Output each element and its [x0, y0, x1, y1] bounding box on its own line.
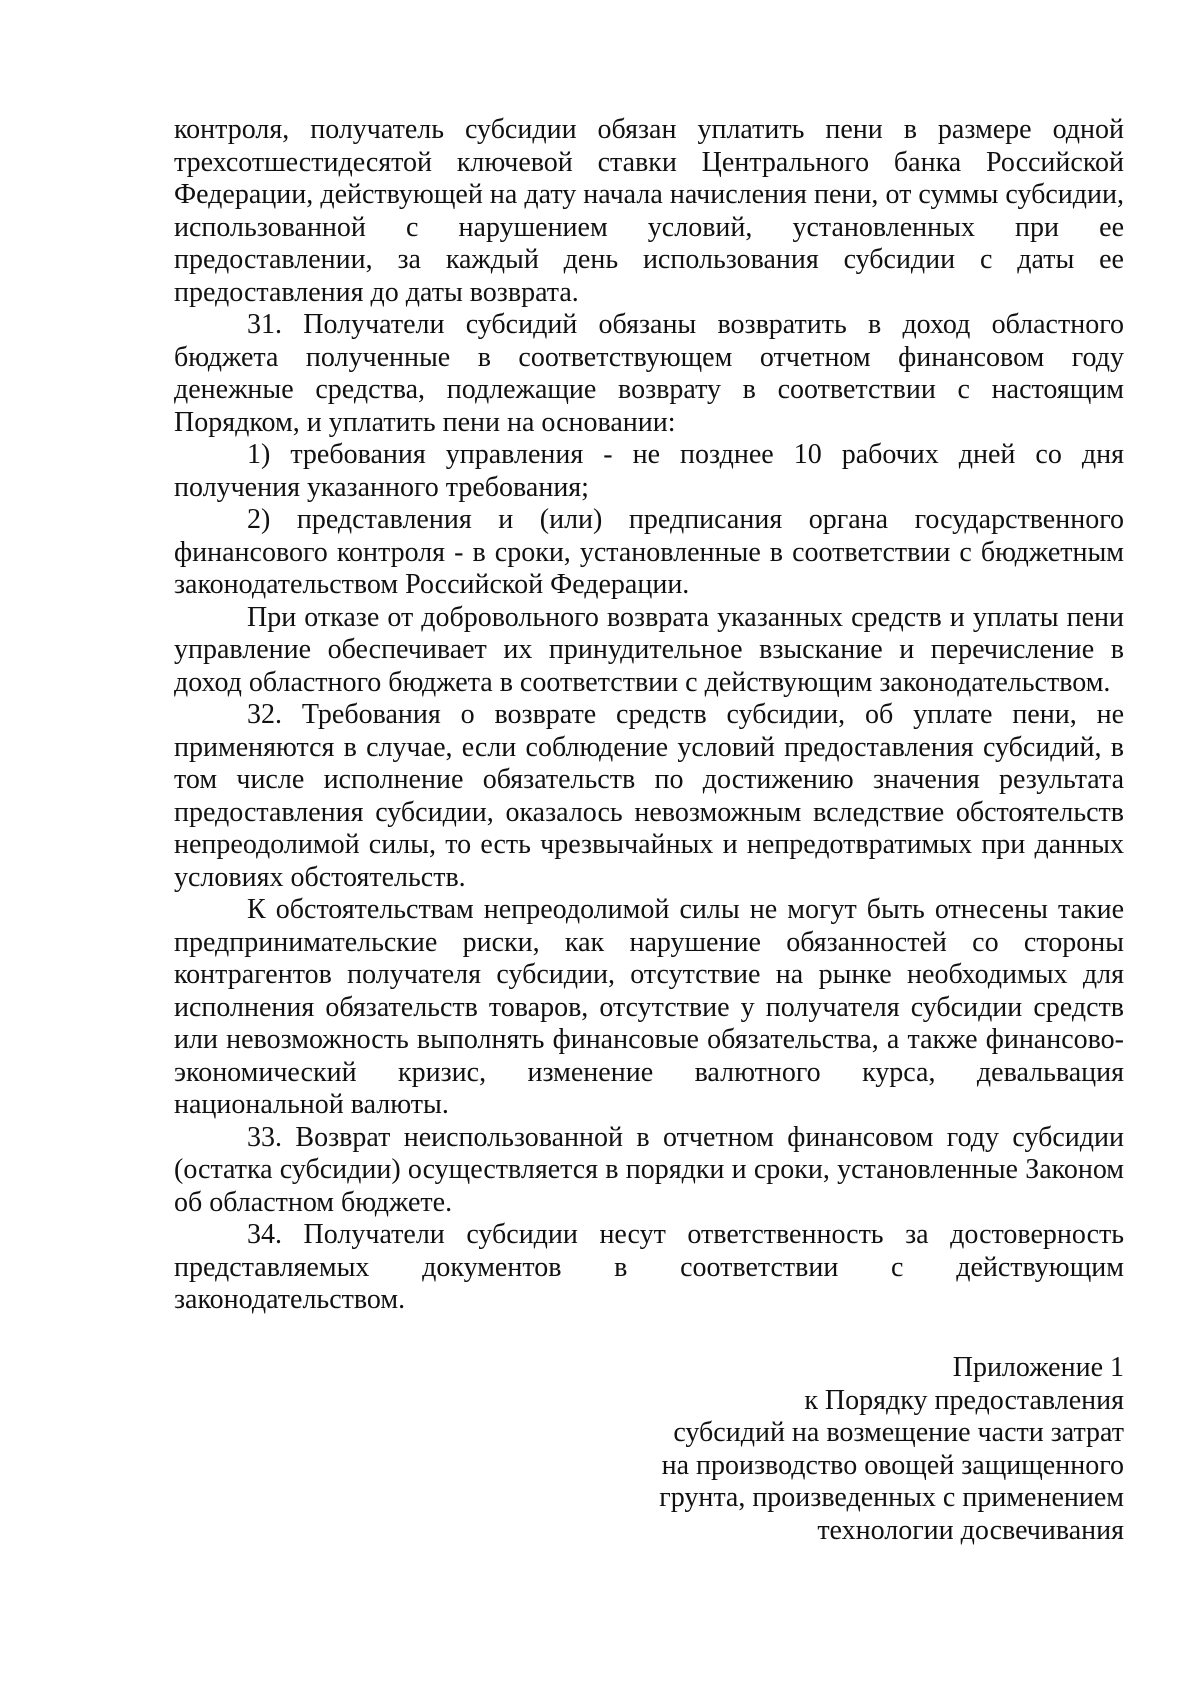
appendix-line: на производство овощей защищенного	[661, 1449, 1124, 1481]
paragraph-clause-31: 31. Получатели субсидий обязаны возвратить в доход областного бюджета полученные в соответствующем отчетном финансовом году денежные средства, подлежащие возврату в соответствии с настоящим Порядком, и уплатить пени на основании:	[174, 309, 1124, 438]
paragraph-forced-recovery: При отказе от добровольного возврата указанных средств и уплаты пени управление обеспечивает их принудительное взыскание и перечисление в доход областного бюджета в соответствии с действующим законодательством.	[174, 601, 1124, 698]
appendix-line: субсидий на возмещение части затрат	[673, 1417, 1124, 1448]
paragraph-clause-33: 33. Возврат неиспользованной в отчетном финансовом году субсидии (остатка субсидии) осуществляется в порядки и сроки, установленные Законом об областном бюджете.	[174, 1121, 1124, 1218]
appendix-line: к Порядку предоставления	[804, 1384, 1124, 1416]
appendix-title: Приложение 1	[952, 1352, 1124, 1383]
paragraph-force-majeure-exclusions: К обстоятельствам непреодолимой силы не могут быть отнесены такие предпринимательские риски, как нарушение обязанностей со стороны контрагентов получателя субсидии, отсутствие на рынке необходимых для исполнения обязательств товаров, отсутствие у получателя субсидии средств или невозможность выполнять финансовые обязательства, а также финансово-экономический кризис, изменение валютного курса, девальвация национальной валюты.	[174, 894, 1124, 1120]
appendix-heading	[604, 1352, 1124, 1547]
appendix-line: грунта, произведенных с применением	[659, 1482, 1124, 1513]
paragraph-clause-32: 32. Требования о возврате средств субсидии, об уплате пени, не применяются в случае, если соблюдение условий предоставления субсидий, в том числе исполнение обязательств по достижению значения результата предоставления субсидии, оказалось невозможным вследствие обстоятельств непреодолимой силы, то есть чрезвычайных и непредотвратимых при данных условиях обстоятельств.	[174, 699, 1124, 893]
document-body	[174, 114, 1124, 1317]
appendix-line: технологии досвечивания	[817, 1514, 1124, 1546]
paragraph-penalty-continuation: контроля, получатель субсидии обязан уплатить пени в размере одной трехсотшестидесятой ключевой ставки Центрального банка Российской Федерации, действующей на дату начала начисления пени, от суммы субсидии, использованной с нарушением условий, установленных при ее предоставлении, за каждый день использования субсидии с даты ее предоставления до даты возврата.	[174, 114, 1124, 308]
paragraph-clause-31-item-1: 1) требования управления - не позднее 10 рабочих дней со дня получения указанного требования;	[174, 439, 1124, 503]
paragraph-clause-34: 34. Получатели субсидии несут ответственность за достоверность представляемых документов в соответствии с действующим законодательством.	[174, 1219, 1124, 1315]
paragraph-clause-31-item-2: 2) представления и (или) предписания органа государственного финансового контроля - в сроки, установленные в соответствии с бюджетным законодательством Российской Федерации.	[174, 504, 1124, 600]
